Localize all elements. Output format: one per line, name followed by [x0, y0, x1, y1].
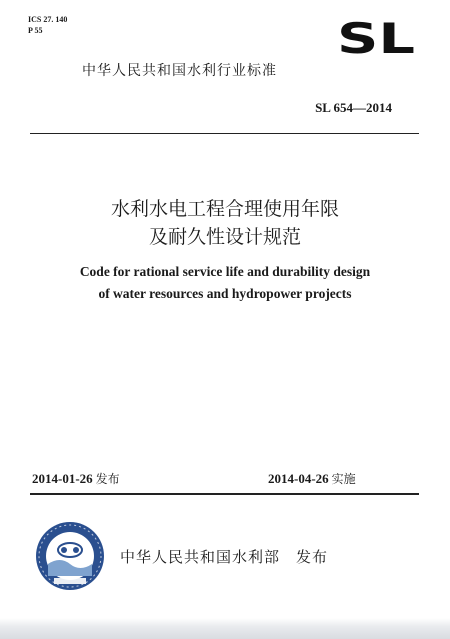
- effective-label: 实施: [331, 472, 356, 486]
- standard-number: SL 654—2014: [315, 100, 392, 115]
- effective-date-block: [268, 470, 356, 487]
- bottom-divider: [30, 493, 419, 495]
- publisher-action: 发布: [296, 548, 329, 566]
- title-cn-line2: 及耐久性设计规范: [148, 226, 301, 248]
- issue-date-block: [32, 470, 120, 487]
- publisher-line: [120, 546, 328, 567]
- ministry-seal-icon: [34, 520, 106, 592]
- publisher-name: 中华人民共和国水利部: [120, 548, 281, 566]
- sl-logo-text: SL: [337, 20, 415, 56]
- title-cn-line1: 水利水电工程合理使用年限: [110, 198, 339, 220]
- top-divider: [30, 133, 419, 134]
- issue-label: 发布: [95, 472, 120, 486]
- sl-logo: [336, 20, 416, 56]
- classification-block: [28, 14, 67, 36]
- issuing-organization: 中华人民共和国水利行业标准: [82, 63, 277, 79]
- effective-date: 2014-04-26: [268, 471, 329, 486]
- ics-code: ICS 27. 140: [28, 15, 68, 24]
- title-en-line2: of water resources and hydropower projects: [98, 286, 352, 301]
- title-en-line1: Code for rational service life and durability design: [79, 264, 371, 279]
- page-edge-shadow: [0, 618, 450, 639]
- issue-date: 2014-01-26: [32, 471, 93, 486]
- class-code: P 55: [28, 26, 43, 35]
